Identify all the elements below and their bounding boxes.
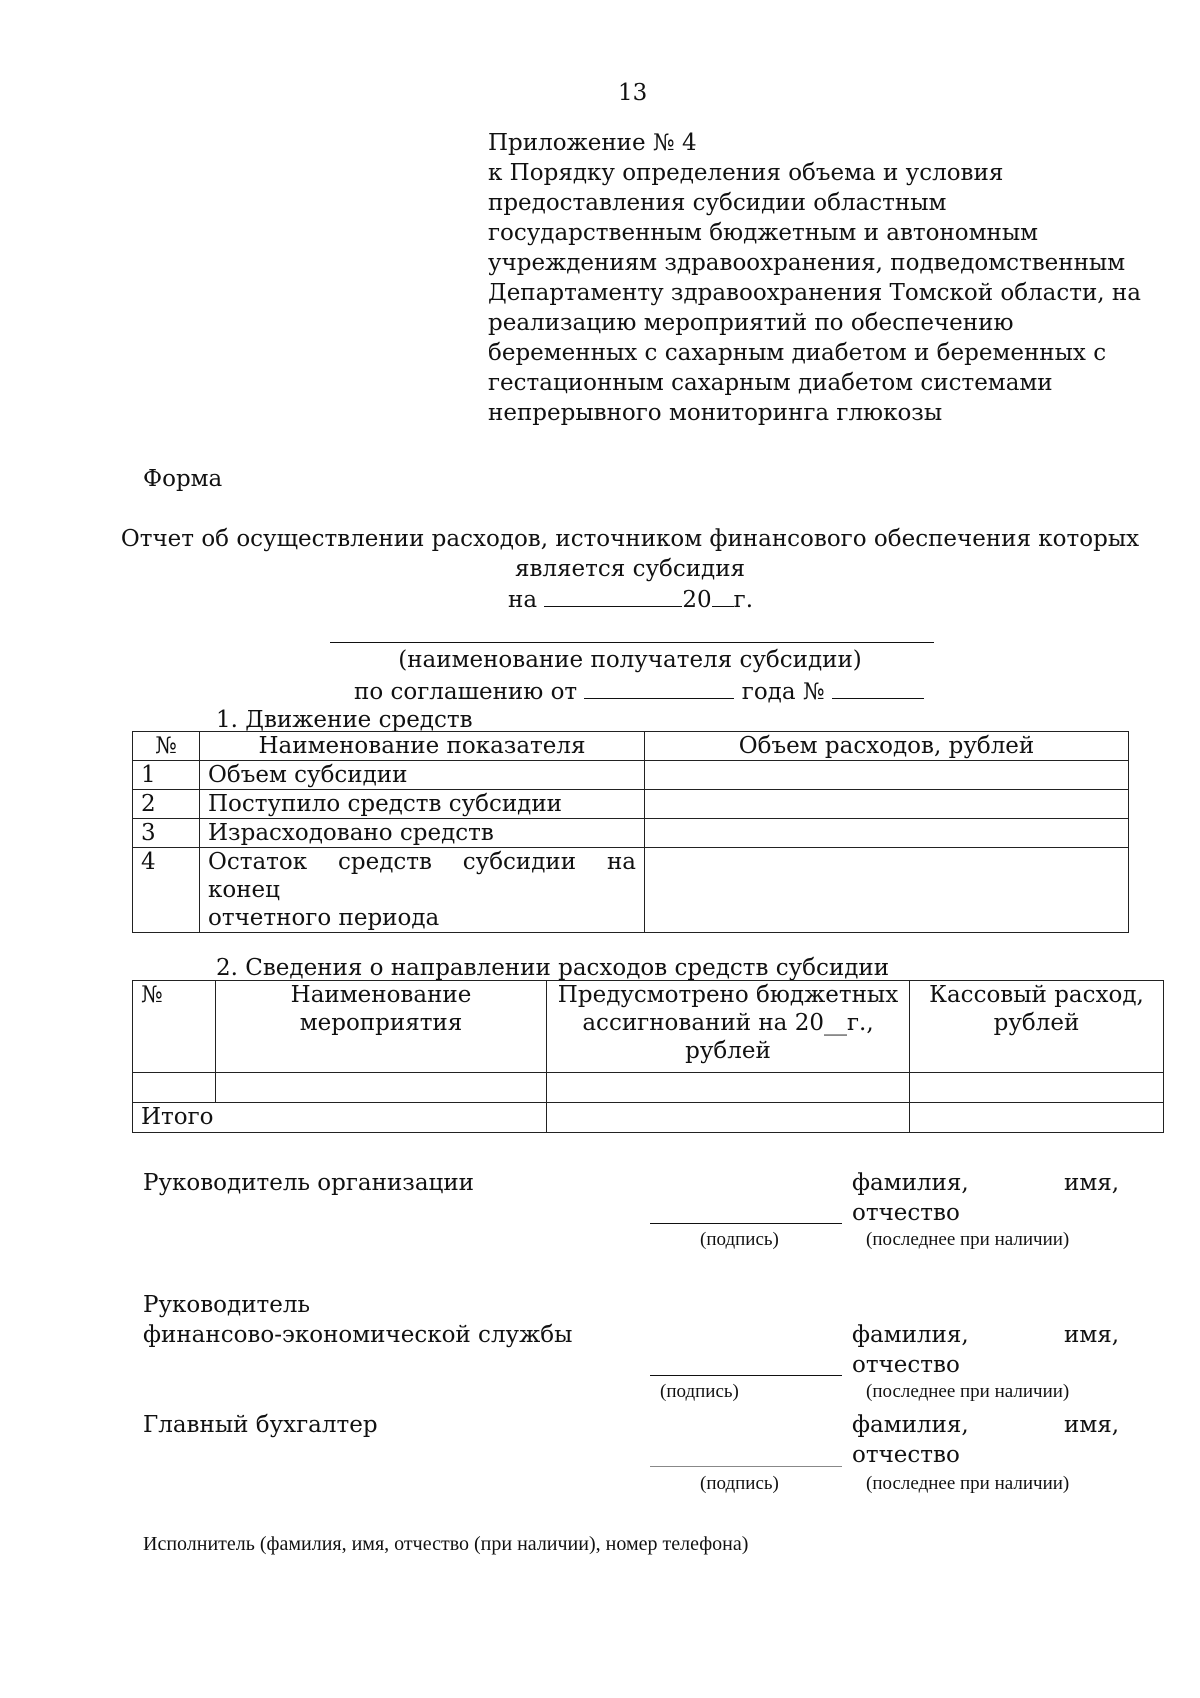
year-blank[interactable] <box>712 584 734 607</box>
row-value-cell[interactable] <box>645 761 1129 790</box>
agreement-number-blank[interactable] <box>832 676 924 699</box>
header-planned <box>547 981 910 1073</box>
executor-label: Исполнитель (фамилия, имя, отчество (при наличии), номер телефона) <box>143 1533 749 1555</box>
header-activity <box>216 981 547 1073</box>
date-prefix: на <box>508 587 538 613</box>
chief-accountant-label: Главный бухгалтер <box>143 1412 378 1438</box>
expenditure-directions-table <box>132 980 1164 1133</box>
fio-word: фамилия, <box>852 1412 969 1438</box>
header-num: № <box>133 981 216 1073</box>
table-header-row <box>133 981 1164 1073</box>
appendix-block <box>488 128 1141 428</box>
fio-word: фамилия, <box>852 1170 969 1196</box>
appendix-line: гестационным сахарным диабетом системами <box>488 370 1053 396</box>
report-date-line <box>508 584 753 615</box>
header-line: рублей <box>993 1010 1080 1036</box>
total-row <box>133 1103 1164 1133</box>
total-planned-cell[interactable] <box>547 1103 910 1133</box>
date-blank[interactable] <box>544 584 682 607</box>
signature-line[interactable] <box>650 1223 842 1224</box>
signature-line[interactable] <box>650 1466 842 1467</box>
row-num: 2 <box>133 790 200 819</box>
header-line: Наименование <box>290 982 472 1008</box>
funds-movement-table <box>132 731 1129 933</box>
appendix-line: предоставления субсидии областным <box>488 190 947 216</box>
recipient-caption: (наименование получателя субсидии) <box>398 647 862 673</box>
total-cash-cell[interactable] <box>910 1103 1164 1133</box>
row-value-cell[interactable] <box>645 819 1129 848</box>
row-name: Израсходовано средств <box>200 819 645 848</box>
section1-heading: 1. Движение средств <box>216 707 473 733</box>
fio-word: отчество <box>852 1200 960 1226</box>
appendix-line: реализацию мероприятий по обеспечению <box>488 310 1014 336</box>
header-amount: Объем расходов, рублей <box>645 732 1129 761</box>
table-row <box>133 1073 1164 1103</box>
signature-caption: (подпись) <box>660 1381 739 1402</box>
row-name: Поступило средств субсидии <box>200 790 645 819</box>
table-row <box>133 848 1129 933</box>
row-num: 1 <box>133 761 200 790</box>
appendix-line: государственным бюджетным и автономным <box>488 220 1039 246</box>
empty-cell[interactable] <box>547 1073 910 1103</box>
row-num: 4 <box>133 848 200 933</box>
agreement-line <box>354 676 924 707</box>
fio-caption: (последнее при наличии) <box>866 1473 1070 1494</box>
empty-cell[interactable] <box>133 1073 216 1103</box>
row-name: Объем субсидии <box>200 761 645 790</box>
head-org-label: Руководитель организации <box>143 1170 474 1196</box>
section2-heading: 2. Сведения о направлении расходов средств субсидии <box>216 955 890 981</box>
total-label: Итого <box>133 1103 547 1133</box>
fio-word: отчество <box>852 1442 960 1468</box>
table-header-row <box>133 732 1129 761</box>
empty-cell[interactable] <box>910 1073 1164 1103</box>
fio-word: фамилия, <box>852 1322 969 1348</box>
fio-word: имя, <box>1064 1412 1120 1438</box>
appendix-line: беременных с сахарным диабетом и беременных с <box>488 340 1107 366</box>
signature-caption: (подпись) <box>700 1473 779 1494</box>
row-name-line: отчетного периода <box>208 905 440 931</box>
fio-word: отчество <box>852 1352 960 1378</box>
signature-line[interactable] <box>650 1375 842 1376</box>
date-suffix: г. <box>733 587 754 613</box>
agreement-prefix: по соглашению от <box>354 679 578 705</box>
row-value-cell[interactable] <box>645 848 1129 933</box>
header-cash <box>910 981 1164 1073</box>
agreement-date-blank[interactable] <box>584 676 734 699</box>
table-row <box>133 790 1129 819</box>
form-label: Форма <box>143 466 223 492</box>
report-title-line1: Отчет об осуществлении расходов, источником финансового обеспечения которых <box>120 526 1140 552</box>
header-line: Кассовый расход, <box>929 982 1144 1008</box>
table-row <box>133 761 1129 790</box>
appendix-line: к Порядку определения объема и условия <box>488 160 1004 186</box>
appendix-line: учреждениям здравоохранения, подведомственным <box>488 250 1126 276</box>
signature-caption: (подпись) <box>700 1229 779 1250</box>
page-number: 13 <box>618 80 648 106</box>
fio-word: имя, <box>1064 1322 1120 1348</box>
recipient-name-line[interactable] <box>330 642 934 643</box>
fio-caption: (последнее при наличии) <box>866 1229 1070 1250</box>
header-line: ассигнований на 20__г., <box>582 1010 874 1036</box>
header-line: рублей <box>685 1038 771 1064</box>
row-name <box>200 848 645 933</box>
fio-word: имя, <box>1064 1170 1120 1196</box>
empty-cell[interactable] <box>216 1073 547 1103</box>
row-value-cell[interactable] <box>645 790 1129 819</box>
date-year: 20 <box>682 587 712 613</box>
row-num: 3 <box>133 819 200 848</box>
row-name-line: Остаток средств субсидии на конец <box>208 849 636 903</box>
appendix-line: непрерывного мониторинга глюкозы <box>488 400 943 426</box>
fio-caption: (последнее при наличии) <box>866 1381 1070 1402</box>
header-num: № <box>133 732 200 761</box>
agreement-middle: года № <box>741 679 825 705</box>
header-line: мероприятия <box>299 1010 463 1036</box>
table-row <box>133 819 1129 848</box>
head-fin-label-line1: Руководитель <box>143 1292 310 1318</box>
header-line: Предусмотрено бюджетных <box>557 982 899 1008</box>
head-fin-label-line2: финансово-экономической службы <box>143 1322 573 1348</box>
header-indicator: Наименование показателя <box>200 732 645 761</box>
appendix-title: Приложение № 4 <box>488 130 697 156</box>
report-title-line2: является субсидия <box>514 556 746 582</box>
appendix-line: Департаменту здравоохранения Томской области, на <box>488 280 1141 306</box>
